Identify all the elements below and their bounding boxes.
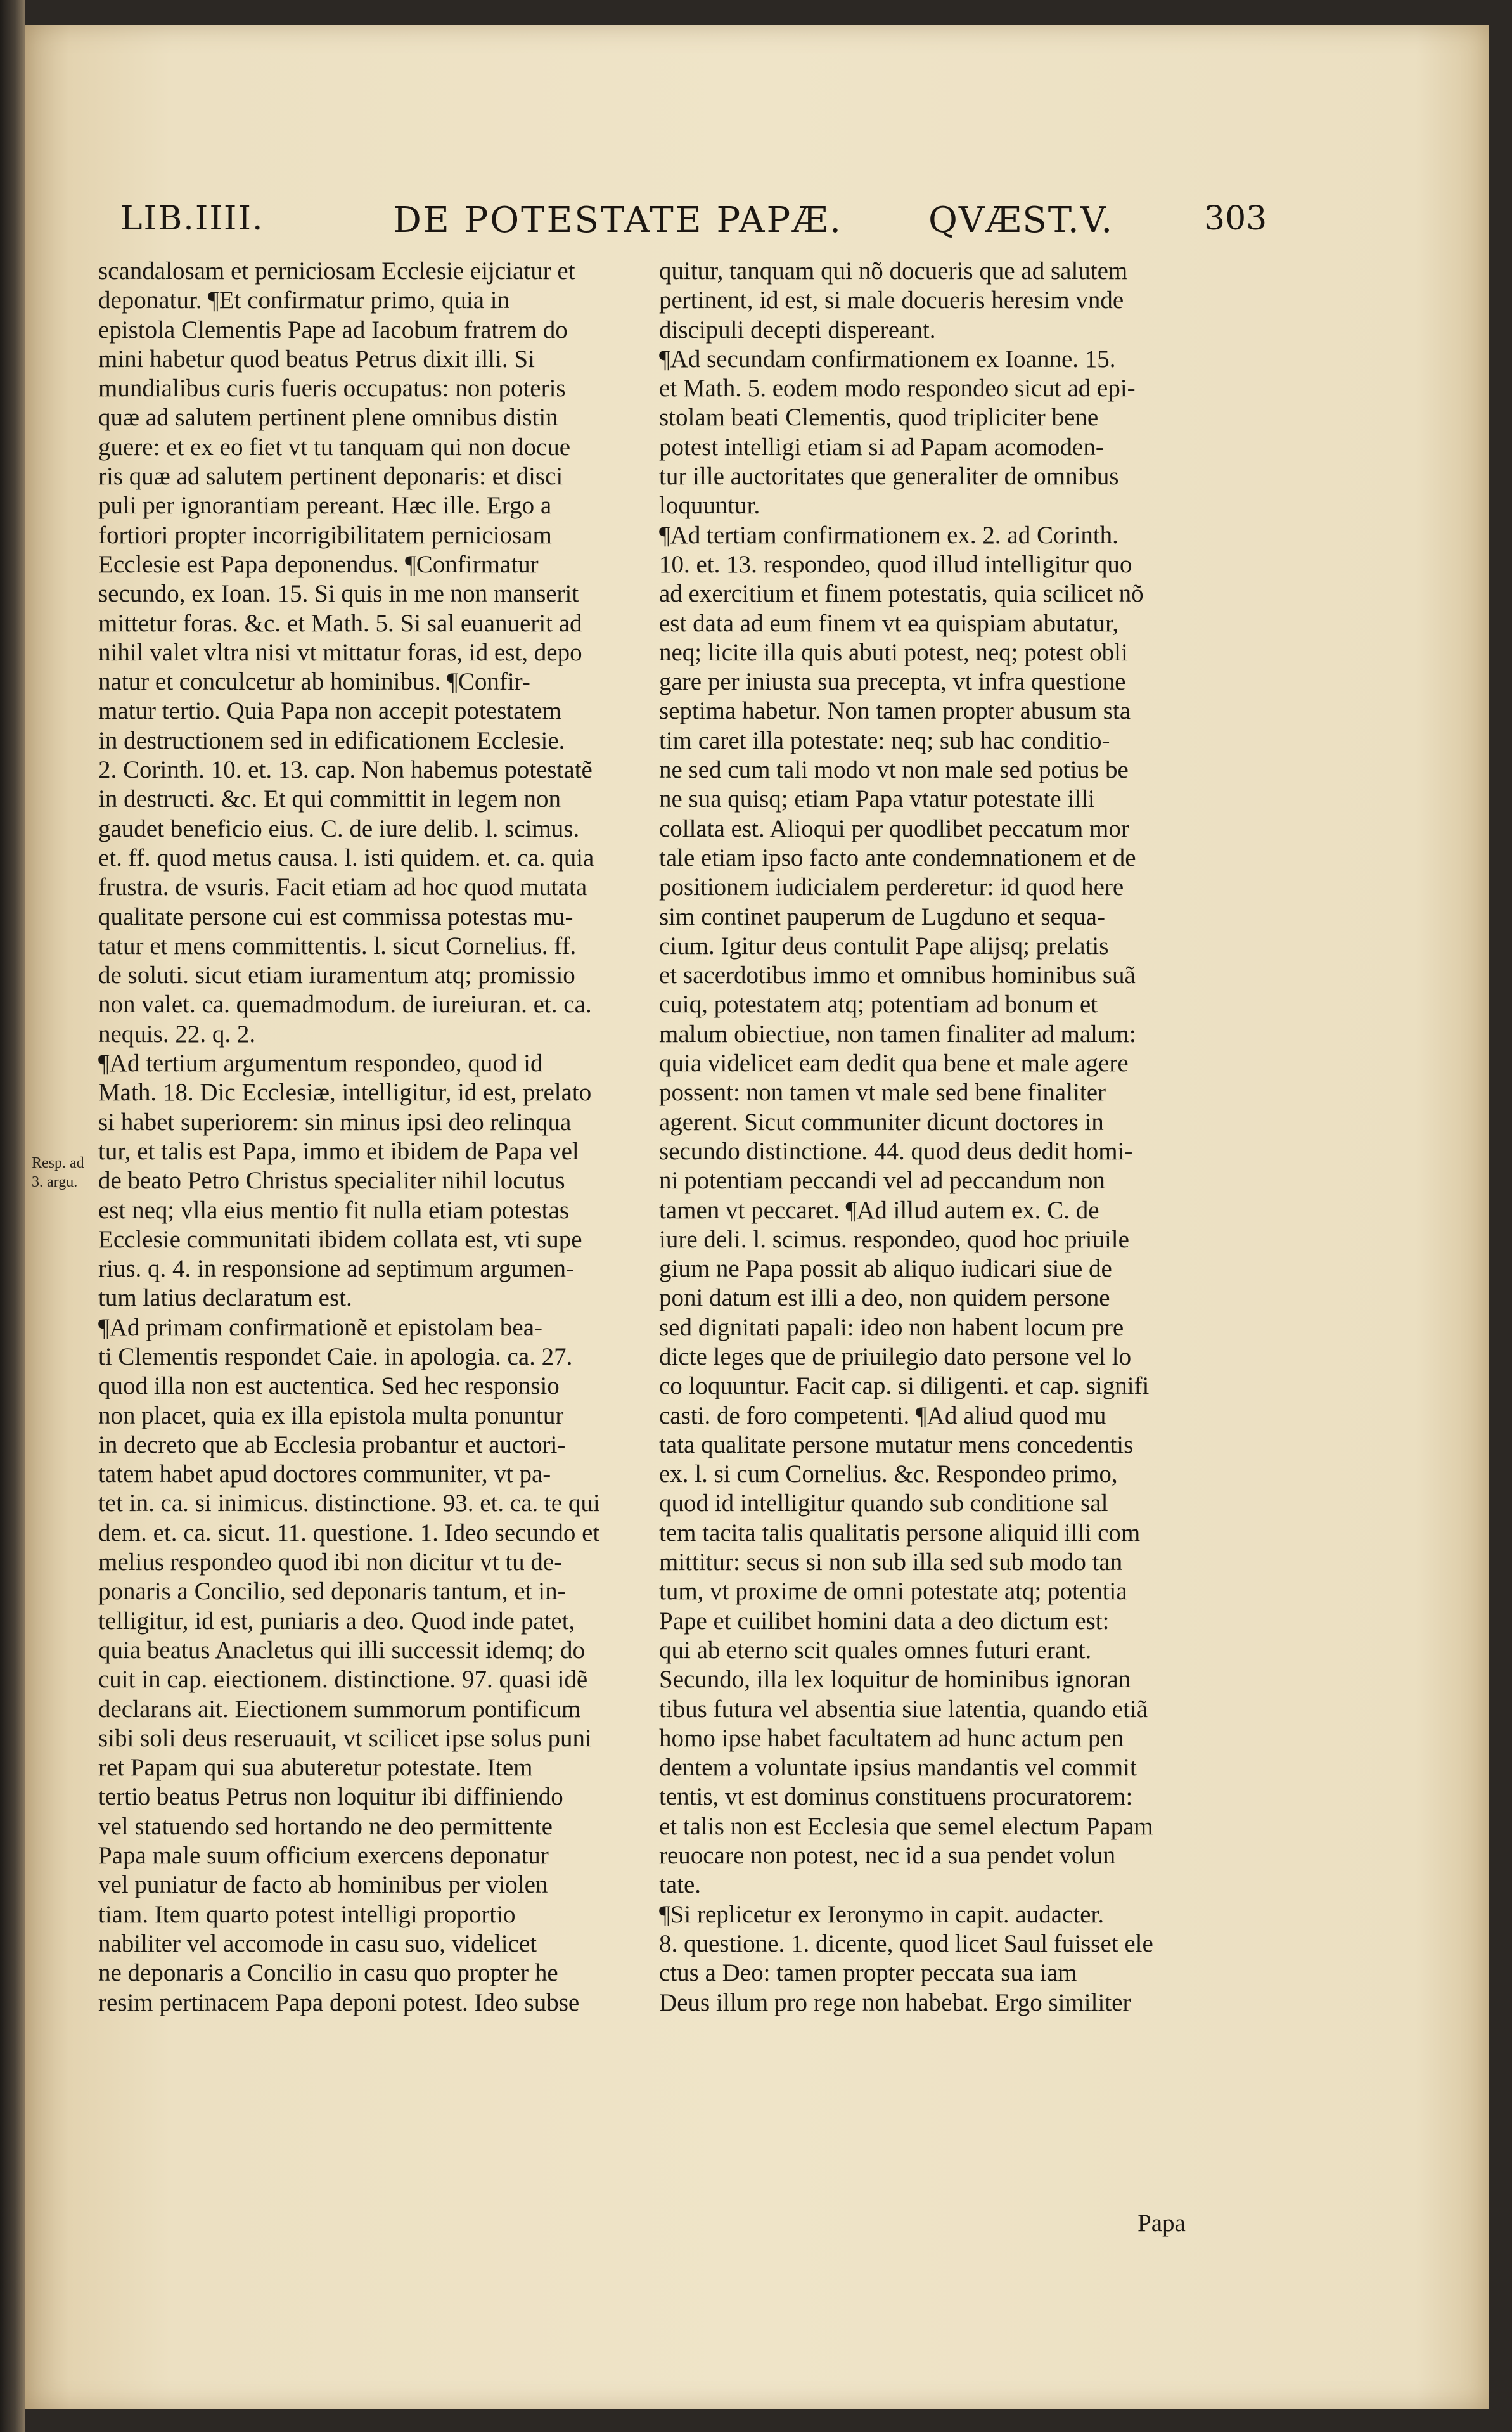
text-line: Pape et cuilibet homini data a deo dictum est: (659, 1607, 1110, 1635)
text-line: Secundo, illa lex loquitur de hominibus ignoran (659, 1666, 1131, 1694)
text-line: Ecclesie est Papa deponendus. ¶Confirmatur (98, 550, 539, 578)
text-line: secundo distinctione. 44. quod deus dedit homi- (659, 1137, 1133, 1165)
text-line: ¶Ad primam confirmationẽ et epistolam bea- (98, 1313, 543, 1341)
text-line: tatem habet apud doctores communiter, vt pa- (98, 1460, 551, 1488)
text-line: tate. (659, 1871, 702, 1899)
text-line: iure deli. l. scimus. respondeo, quod hoc priuile (659, 1225, 1129, 1253)
text-line: tur ille auctoritates que generaliter de omnibus (659, 463, 1119, 491)
text-line: pertinent, id est, si male docueris heresim vnde (659, 286, 1124, 314)
text-line: Ecclesie communitati ibidem collata est, vti supe (98, 1225, 582, 1253)
text-line: et talis non est Ecclesia que semel electum Papam (659, 1812, 1153, 1840)
text-line: melius respondeo quod ibi non dicitur vt tu de- (98, 1548, 563, 1576)
text-line: ¶Ad tertiam confirmationem ex. 2. ad Corinth. (659, 521, 1118, 549)
text-line: ¶Si replicetur ex Ieronymo in capit. audacter. (659, 1900, 1105, 1928)
text-line: discipuli decepti dispereant. (659, 316, 936, 344)
text-line: guere: et ex eo fiet vt tu tanquam qui non docue (98, 433, 571, 461)
text-line: homo ipse habet facultatem ad hunc actum pen (659, 1724, 1124, 1752)
text-line: Papa male suum officium exercens deponatur (98, 1842, 549, 1870)
text-line: ne sed cum tali modo vt non male sed potius be (659, 756, 1129, 784)
text-line: cium. Igitur deus contulit Pape alijsq; prelatis (659, 932, 1109, 960)
text-line: possent: non tamen vt male sed bene finaliter (659, 1079, 1106, 1107)
text-line: ad exercitium et finem potestatis, quia scilicet nõ (659, 580, 1144, 608)
text-line: ris quæ ad salutem pertinent deponaris: et disci (98, 463, 563, 491)
text-line: frustra. de vsuris. Facit etiam ad hoc quod mutata (98, 873, 587, 901)
text-line: nequis. 22. q. 2. (98, 1020, 256, 1048)
text-line: mini habetur quod beatus Petrus dixit illi. Si (98, 345, 535, 373)
text-line: ctus a Deo: tamen propter peccata sua iam (659, 1959, 1077, 1987)
text-line: ne sua quisq; etiam Papa vtatur potestate illi (659, 785, 1095, 813)
text-line: collata est. Alioqui per quodlibet peccatum mor (659, 814, 1129, 842)
text-line: casti. de foro competenti. ¶Ad aliud quod mu (659, 1401, 1106, 1429)
text-line: tum latius declaratum est. (98, 1284, 352, 1312)
text-line: natur et conculcetur ab hominibus. ¶Confir- (98, 668, 530, 696)
text-line: 2. Corinth. 10. et. 13. cap. Non habemus potestatẽ (98, 756, 593, 784)
text-line: qui ab eterno scit quales omnes futuri erant. (659, 1636, 1092, 1664)
header-title: DE POTESTATE PAPÆ. (393, 200, 843, 241)
text-line: in destructionem sed in edificationem Ecclesie. (98, 726, 565, 754)
text-line: tertio beatus Petrus non loquitur ibi diffiniendo (98, 1783, 563, 1811)
text-line: nabiliter vel accomode in casu suo, videlicet (98, 1929, 537, 1957)
text-line: si habet superiorem: sin minus ipsi deo relinqua (98, 1108, 572, 1136)
text-line: 8. questione. 1. dicente, quod licet Saul fuisset ele (659, 1929, 1153, 1957)
text-line: et. ff. quod metus causa. l. isti quidem. et. ca. quia (98, 844, 594, 872)
text-line: est data ad eum finem vt ea quispiam abutatur, (659, 609, 1119, 637)
text-line: agerent. Sicut communiter dicunt doctores in (659, 1108, 1104, 1136)
text-line: declarans ait. Eiectionem summorum pontificum (98, 1695, 581, 1723)
text-line: ex. l. si cum Cornelius. &c. Respondeo primo, (659, 1460, 1118, 1488)
text-line: qualitate persone cui est commissa potestas mu- (98, 903, 573, 930)
text-line: telligitur, id est, puniaris a deo. Quod inde patet, (98, 1607, 575, 1635)
text-line: positionem iudicialem perderetur: id quod here (659, 873, 1124, 901)
text-line: epistola Clementis Pape ad Iacobum fratrem do (98, 316, 568, 344)
text-line: in destructi. &c. Et qui committit in legem non (98, 785, 561, 813)
text-line: tentis, vt est dominus constituens procuratorem: (659, 1783, 1133, 1811)
text-line: quia videlicet eam dedit qua bene et male agere (659, 1050, 1129, 1078)
text-line: sim continet pauperum de Lugduno et sequa- (659, 903, 1105, 930)
catchword: Papa (1137, 2210, 1186, 2237)
text-line: dicte leges que de priuilegio dato persone vel lo (659, 1342, 1132, 1370)
text-line: neq; licite illa quis abuti potest, neq; potest obli (659, 638, 1128, 666)
text-line: tale etiam ipso facto ante condemnationem et de (659, 844, 1136, 872)
text-line: tem tacita talis qualitatis persone aliquid illi com (659, 1519, 1141, 1547)
text-line: loquuntur. (659, 492, 760, 520)
text-line: et Math. 5. eodem modo respondeo sicut ad epi- (659, 375, 1136, 402)
text-line: cuiq, potestatem atq; potentiam ad bonum et (659, 991, 1098, 1019)
text-line: gare per iniusta sua precepta, vt infra questione (659, 668, 1126, 696)
marginal-note-line: 3. argu. (32, 1174, 78, 1190)
text-line: non valet. ca. quemadmodum. de iureiuran. et. ca. (98, 991, 592, 1019)
text-line: tum, vt proxime de omni potestate atq; potentia (659, 1578, 1127, 1605)
book-page (25, 25, 1489, 2409)
left-text-column (98, 257, 656, 2017)
text-line: in decreto que ab Ecclesia probantur et auctori- (98, 1431, 566, 1458)
text-line: rius. q. 4. in responsione ad septimum argumen- (98, 1255, 574, 1283)
text-line: cuit in cap. eiectionem. distinctione. 97. quasi idẽ (98, 1666, 588, 1694)
running-header (120, 193, 1267, 250)
text-line: tamen vt peccaret. ¶Ad illud autem ex. C. de (659, 1196, 1099, 1224)
text-line: septima habetur. Non tamen propter abusum sta (659, 697, 1131, 725)
text-line: dem. et. ca. sicut. 11. questione. 1. Ideo secundo et (98, 1519, 600, 1547)
text-line: ¶Ad tertium argumentum respondeo, quod id (98, 1050, 543, 1078)
marginal-note (32, 1154, 95, 1192)
text-line: fortiori propter incorrigibilitatem perniciosam (98, 521, 552, 549)
text-line: quod id intelligitur quando sub conditione sal (659, 1489, 1108, 1517)
header-book-number: LIB.IIII. (120, 200, 264, 238)
text-line: de soluti. sicut etiam iuramentum atq; promissio (98, 962, 575, 989)
text-line: quia beatus Anacletus qui illi successit idemq; do (98, 1636, 585, 1664)
text-line: ti Clementis respondet Caie. in apologia. ca. 27. (98, 1342, 573, 1370)
page-gutter (0, 0, 25, 2432)
text-line: tibus futura vel absentia siue latentia, quando etiã (659, 1695, 1148, 1723)
text-line: dentem a voluntate ipsius mandantis vel commit (659, 1754, 1137, 1782)
text-line: mundialibus curis fueris occupatus: non poteris (98, 375, 566, 402)
text-line: quod illa non est auctentica. Sed hec responsio (98, 1372, 560, 1400)
text-line: ¶Ad secundam confirmationem ex Ioanne. 15. (659, 345, 1116, 373)
text-line: quitur, tanquam qui nõ docueris que ad salutem (659, 257, 1128, 285)
text-line: secundo, ex Ioan. 15. Si quis in me non manserit (98, 580, 579, 608)
text-line: potest intelligi etiam si ad Papam acomoden- (659, 433, 1104, 461)
text-line: non placet, quia ex illa epistola multa ponuntur (98, 1401, 564, 1429)
text-line: ponaris a Concilio, sed deponaris tantum, et in- (98, 1578, 566, 1605)
text-line: stolam beati Clementis, quod tripliciter bene (659, 404, 1099, 432)
text-line: quæ ad salutem pertinent plene omnibus distin (98, 404, 558, 432)
text-line: vel puniatur de facto ab hominibus per violen (98, 1871, 548, 1899)
text-line: ni potentiam peccandi vel ad peccandum non (659, 1167, 1105, 1195)
text-line: scandalosam et perniciosam Ecclesie eijciatur et (98, 257, 575, 285)
text-line: et sacerdotibus immo et omnibus hominibus suã (659, 962, 1136, 989)
text-line: ne deponaris a Concilio in casu quo propter he (98, 1959, 558, 1987)
right-text-column (659, 257, 1242, 2017)
text-line: gium ne Papa possit ab aliquo iudicari siue de (659, 1255, 1112, 1283)
text-line: nihil valet vltra nisi vt mittatur foras, id est, depo (98, 638, 582, 666)
text-line: sibi soli deus reseruauit, vt scilicet ipse solus puni (98, 1724, 592, 1752)
text-line: de beato Petro Christus specialiter nihil locutus (98, 1167, 565, 1195)
text-line: tatur et mens committentis. l. sicut Cornelius. ff. (98, 932, 577, 960)
text-line: Math. 18. Dic Ecclesiæ, intelligitur, id est, prelato (98, 1079, 592, 1107)
text-line: est neq; vlla eius mentio fit nulla etiam potestas (98, 1196, 569, 1224)
text-line: mittetur foras. &c. et Math. 5. Si sal euanuerit ad (98, 609, 582, 637)
text-line: tata qualitate persone mutatur mens concedentis (659, 1431, 1134, 1458)
text-line: puli per ignorantiam pereant. Hæc ille. Ergo a (98, 492, 552, 520)
text-line: tiam. Item quarto potest intelligi proportio (98, 1900, 516, 1928)
text-line: matur tertio. Quia Papa non accepit potestatem (98, 697, 562, 725)
header-question-number: QVÆST.V. (928, 200, 1114, 241)
text-line: deponatur. ¶Et confirmatur primo, quia in (98, 286, 510, 314)
text-line: mittitur: secus si non sub illa sed sub modo tan (659, 1548, 1123, 1576)
text-line: tur, et talis est Papa, immo et ibidem de Papa vel (98, 1137, 579, 1165)
text-line: gaudet beneficio eius. C. de iure delib. l. scimus. (98, 814, 580, 842)
text-line: Deus illum pro rege non habebat. Ergo similiter (659, 1988, 1131, 2016)
text-line: vel statuendo sed hortando ne deo permittente (98, 1812, 553, 1840)
page-number: 303 (1204, 200, 1267, 238)
text-line: malum obiectiue, non tamen finaliter ad malum: (659, 1020, 1136, 1048)
marginal-note-line: Resp. ad (32, 1155, 84, 1171)
text-line: tet in. ca. si inimicus. distinctione. 93. et. ca. te qui (98, 1489, 600, 1517)
text-line: ret Papam qui sua abuteretur potestate. Item (98, 1754, 533, 1782)
text-line: poni datum est illi a deo, non quidem persone (659, 1284, 1110, 1312)
text-line: reuocare non potest, nec id a sua pendet volun (659, 1842, 1116, 1870)
text-line: sed dignitati papali: ideo non habent locum pre (659, 1313, 1124, 1341)
text-line: tim caret illa potestate: neq; sub hac conditio- (659, 726, 1110, 754)
text-line: co loquuntur. Facit cap. si diligenti. et cap. signifi (659, 1372, 1150, 1400)
text-line: 10. et. 13. respondeo, quod illud intelligitur quo (659, 550, 1132, 578)
text-line: resim pertinacem Papa deponi potest. Ideo subse (98, 1988, 580, 2016)
